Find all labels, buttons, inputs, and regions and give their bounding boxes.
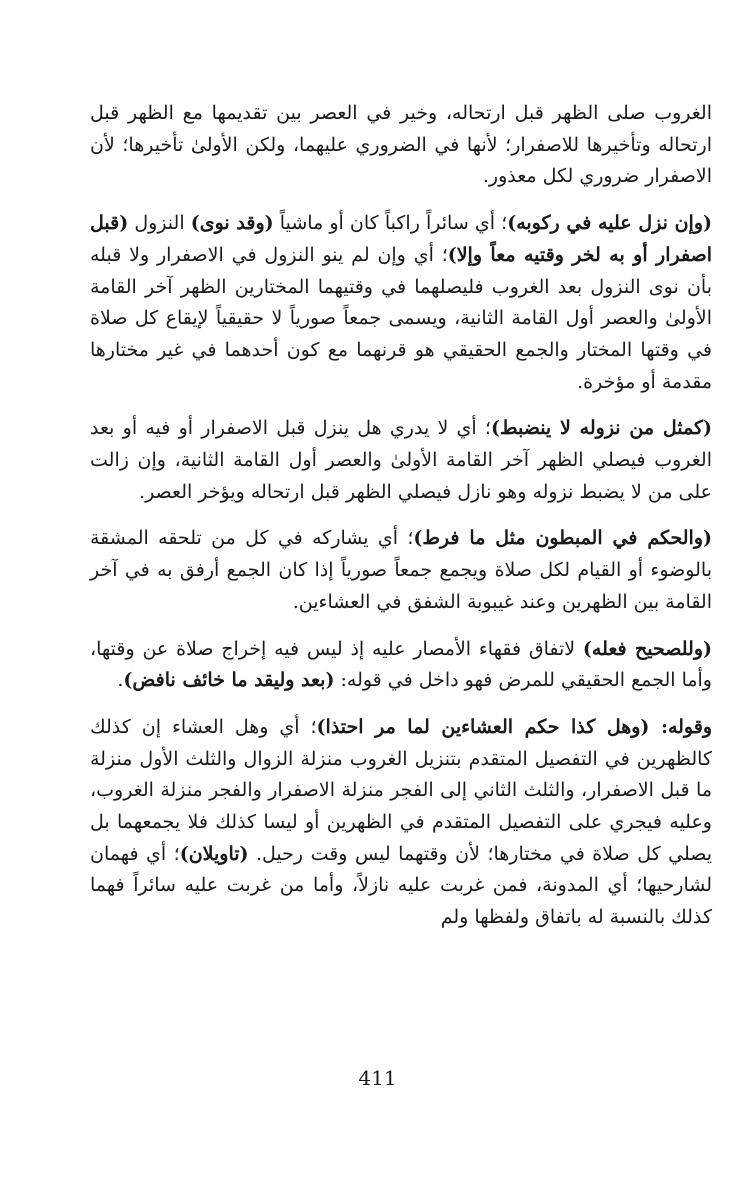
paragraph-4: [90, 523, 712, 618]
bold-text-run: (تاويلان): [179, 842, 249, 865]
paragraph-3: [90, 413, 712, 508]
bold-text-run: (وإن نزل عليه في ركوبه): [507, 212, 712, 235]
paragraph-2: [90, 208, 712, 398]
bold-text-run: (بعد وليقد ما خائف نافض): [123, 669, 335, 692]
text-run: ؛ أي سائراً راكباً كان أو ماشياً: [273, 212, 508, 235]
bold-text-run: (والحكم في المبطون مثل ما فرط): [413, 527, 712, 550]
text-run: ؛ أي فهمان لشارحيها؛ أي المدونة، فمن غربت عليه نازلاً، وأما من غربت عليه سائراً فهما كذلك بالنسبة له باتفاق ولفظها ولم: [90, 842, 712, 929]
paragraph-1: [90, 98, 712, 193]
text-run: .: [117, 669, 124, 692]
page-body: [90, 98, 712, 949]
paragraph-6: [90, 712, 712, 934]
bold-text-run: (وقد نوى): [190, 212, 274, 235]
text-run: ؛ أي لا يدري هل ينزل قبل الاصفرار أو فيه أو بعد الغروب فيصلي الظهر آخر القامة الأولىٰ والعصر أول القامة الثانية، وإن زالت على من لا يضبط نزوله وهو نازل فيصلي الظهر قبل ارتحاله ويؤخر العصر.: [90, 417, 712, 503]
text-run: النزول: [128, 212, 191, 235]
bold-text-run: (كمثل من نزوله لا ينضبط): [490, 417, 713, 440]
text-run: ؛ أي وإن لم ينو النزول في الاصفرار ولا قبله بأن نوى النزول بعد الغروب فليصلهما في وقتيهما المختارين الظهر آخر القامة الأولىٰ والعصر أول القامة الثانية، ويسمى جمعاً صورياً لا حقيقياً لإيقاع كل صلاة في وقتها المختار والجمع الحقيقي هو قرنهما مع كون أحدهما في غير مختارها مقدمة أو مؤخرة.: [90, 243, 712, 393]
text-run: الغروب صلى الظهر قبل ارتحاله، وخير في العصر بين تقديمها مع الظهر قبل ارتحاله وتأخيرها للاصفرار؛ لأنها في الضروري عليهما، ولكن الأولىٰ تأخيرها؛ لأن الاصفرار ضروري لكل معذور.: [90, 102, 712, 188]
paragraph-5: [90, 634, 712, 697]
text-run: ؛ أي يشاركه في كل من تلحقه المشقة بالوضوء أو القيام لكل صلاة ويجمع جمعاً صورياً إذا كان الجمع أرفق به في آخر القامة بين الظهرين وعند غيبوبة الشفق في العشاءين.: [90, 527, 712, 613]
bold-text-run: وقوله:: [649, 715, 713, 738]
bold-text-run: (وهل كذا حكم العشاءين لما مر احتذا): [316, 715, 650, 738]
text-run: ؛ أي وهل العشاء إن كذلك كالظهرين في التفصيل المتقدم بتنزيل الغروب منزلة الزوال والثلث الأول منزلة ما قبل الاصفرار، والثلث الثاني إلى الفجر منزلة الاصفرار والفجر منزلة الغروب، وعليه فيجري على التفصيل المتقدم في الظهرين أو ليسا كذلك فلا يجمعهما بل يصلي كل صلاة في مختارها؛ لأن وقتهما ليس وقت رحيل.: [90, 715, 713, 865]
text-run: لاتفاق فقهاء الأمصار عليه إذ ليس فيه إخراج صلاة عن وقتها، وأما الجمع الحقيقي للمرض فهو داخل في قوله:: [90, 637, 712, 692]
bold-text-run: (قبل اصفرار أو به لخر وقتيه معاً وإلا): [90, 212, 712, 266]
page-number: 411: [358, 1066, 397, 1090]
bold-text-run: (وللصحيح فعله): [582, 637, 712, 660]
